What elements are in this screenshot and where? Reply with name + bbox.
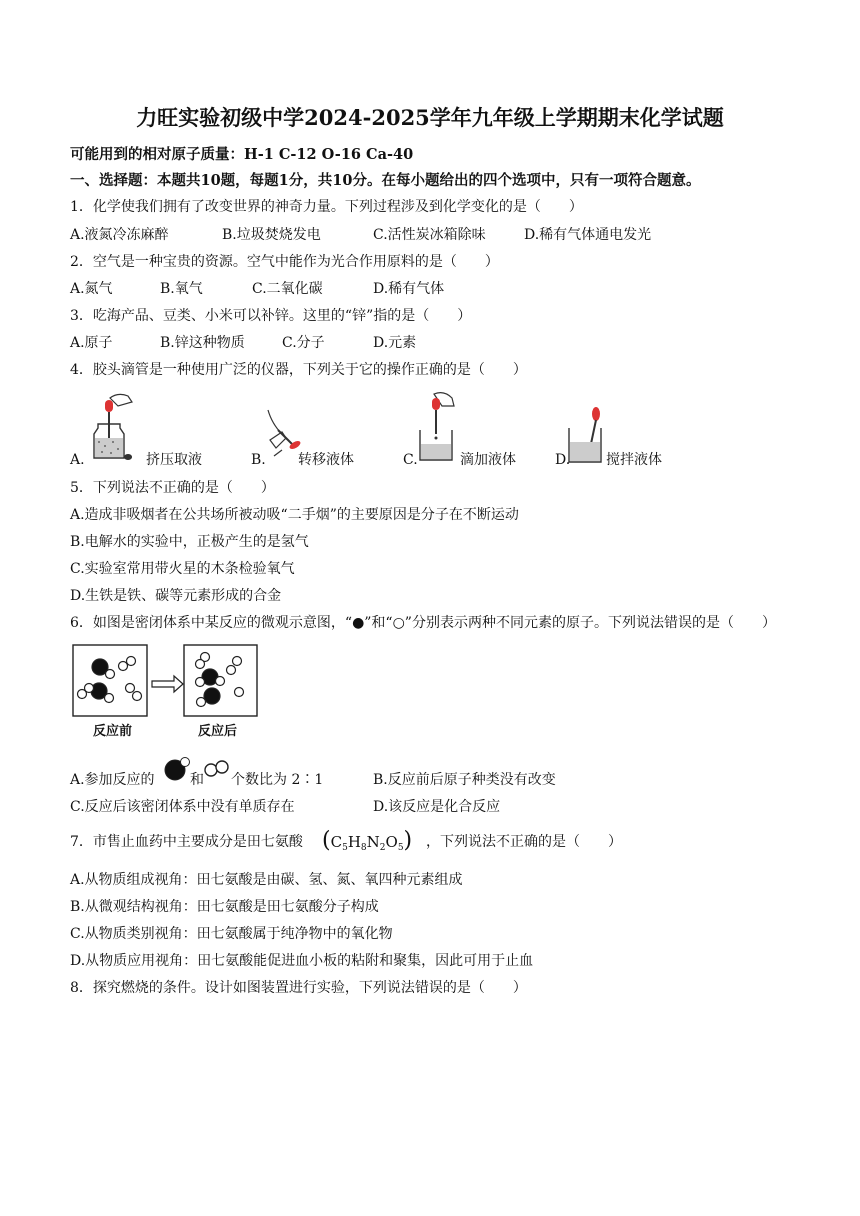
q7-option-c[interactable]: C.从物质类别视角：田七氨酸属于纯净物中的氧化物 <box>70 926 393 942</box>
q3-option-d[interactable]: D.元素 <box>373 335 417 351</box>
q5-stem: 5．下列说法不正确的是（ ） <box>70 480 275 496</box>
q6-stem: 6．如图是密闭体系中某反应的微观示意图，“●”和“○”分别表示两种不同元素的原子。下列说法错误的是（ ） <box>70 615 776 631</box>
q2-stem: 2．空气是一种宝贵的资源。空气中能作为光合作用原料的是（ ） <box>70 254 499 270</box>
q7-option-a[interactable]: A.从物质组成视角：田七氨酸是由碳、氢、氮、氧四种元素组成 <box>70 872 463 888</box>
page-title: 力旺实验初级中学2024-2025学年九年级上学期期末化学试题 <box>136 105 724 130</box>
q5-option-c[interactable]: C.实验室常用带火星的木条检验氧气 <box>70 561 295 577</box>
q4-option-b-text: 转移液体 <box>298 452 354 468</box>
q6-option-c[interactable]: C.反应后该密闭体系中没有单质存在 <box>70 799 295 815</box>
q6-option-a-suffix: 个数比为 2∶1 <box>231 772 324 788</box>
q1-stem: 1．化学使我们拥有了改变世界的神奇力量。下列过程涉及到化学变化的是（ ） <box>70 199 583 215</box>
before-box <box>73 645 147 716</box>
molecule-black-white-icon <box>162 757 192 783</box>
q6-option-b[interactable]: B.反应前后原子种类没有改变 <box>373 772 556 788</box>
section-heading: 一、选择题：本题共10题，每题1分，共10分。在每小题给出的四个选项中，只有一项符合题意。 <box>70 172 701 189</box>
q1-option-c[interactable]: C.活性炭冰箱除味 <box>373 227 486 243</box>
dropper-squeeze-illustration <box>84 392 136 464</box>
q2-option-c[interactable]: C.二氧化碳 <box>252 281 323 297</box>
q6-option-a-prefix[interactable]: A.参加反应的 <box>70 772 155 788</box>
q1-option-d[interactable]: D.稀有气体通电发光 <box>524 227 652 243</box>
q4-option-d-letter[interactable]: D. <box>555 452 571 468</box>
q4-option-b-letter[interactable]: B. <box>251 452 266 468</box>
q3-option-a[interactable]: A.原子 <box>70 335 113 351</box>
label-before: 反应前 <box>93 724 133 739</box>
q4-option-a-letter[interactable]: A. <box>70 452 85 468</box>
label-after: 反应后 <box>198 724 238 739</box>
q2-option-d[interactable]: D.稀有气体 <box>373 281 445 297</box>
q4-option-a-text: 挤压取液 <box>146 452 202 468</box>
q2-option-a[interactable]: A.氮气 <box>70 281 113 297</box>
q3-option-c[interactable]: C.分子 <box>282 335 325 351</box>
q5-option-d[interactable]: D.生铁是铁、碳等元素形成的合金 <box>70 588 282 604</box>
q4-stem: 4．胶头滴管是一种使用广泛的仪器，下列关于它的操作正确的是（ ） <box>70 362 527 378</box>
molecule-white-white-icon <box>203 760 231 778</box>
q7-option-d[interactable]: D.从物质应用视角：田七氨酸能促进血小板的粘附和聚集，因此可用于止血 <box>70 953 534 969</box>
q5-option-a[interactable]: A.造成非吸烟者在公共场所被动吸“二手烟”的主要原因是分子在不断运动 <box>70 507 519 523</box>
q6-option-a-mid: 和 <box>190 772 204 788</box>
q7-stem-pre: 7．市售止血药中主要成分是田七氨酸 <box>70 834 303 850</box>
q1-option-b[interactable]: B.垃圾焚烧发电 <box>222 227 321 243</box>
q4-option-c-letter[interactable]: C. <box>403 452 418 468</box>
atomic-mass-line: 可能用到的相对原子质量：H-1 C-12 O-16 Ca-40 <box>70 146 414 163</box>
dropper-stir-illustration <box>566 406 606 466</box>
q1-option-a[interactable]: A.液氮冷冻麻醉 <box>70 227 169 243</box>
q4-option-d-text: 搅拌液体 <box>606 452 662 468</box>
q4-option-c-text: 滴加液体 <box>460 452 516 468</box>
q7-option-b[interactable]: B.从微观结构视角：田七氨酸是田七氨酸分子构成 <box>70 899 379 915</box>
q7-stem-post: ，下列说法不正确的是（ ） <box>426 834 622 850</box>
q3-option-b[interactable]: B.锌这种物质 <box>160 335 245 351</box>
q5-option-b[interactable]: B.电解水的实验中，正极产生的是氢气 <box>70 534 309 550</box>
q3-stem: 3．吃海产品、豆类、小米可以补锌。这里的“锌”指的是（ ） <box>70 308 472 324</box>
formula-c5h8n2o5: $(C_5H_8N_2O_5)$ <box>322 828 413 853</box>
q6-option-d[interactable]: D.该反应是化合反应 <box>373 799 501 815</box>
q8-stem: 8．探究燃烧的条件。设计如图装置进行实验，下列说法错误的是（ ） <box>70 980 527 996</box>
arrow-icon <box>152 676 183 692</box>
q2-option-b[interactable]: B.氧气 <box>160 281 203 297</box>
dropper-drip-illustration <box>414 390 462 466</box>
